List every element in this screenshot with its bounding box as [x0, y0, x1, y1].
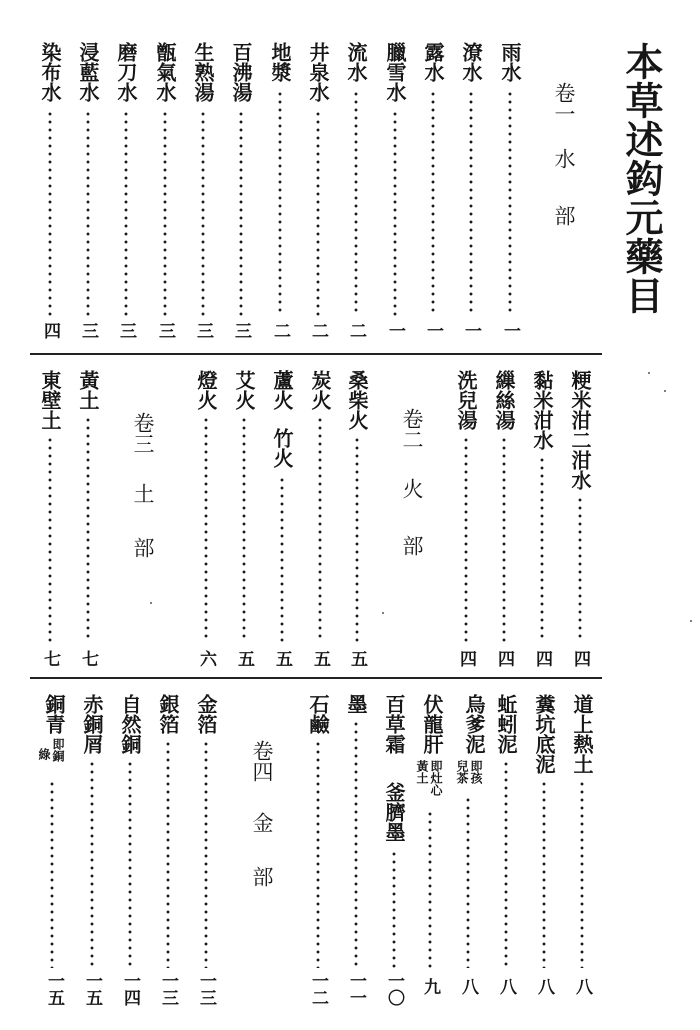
page-number: 一三 — [158, 972, 178, 1006]
page-number: 一二 — [308, 972, 328, 1006]
page-number: 一 — [461, 322, 481, 339]
page-number: 一五 — [44, 972, 64, 1006]
list-item: 燈火 — [194, 370, 218, 410]
list-item: 磨刀水 — [114, 42, 138, 102]
page-number: 一四 — [120, 972, 140, 1006]
page-number: 三 — [116, 322, 136, 339]
annotation-note: 即灶心 — [429, 760, 443, 796]
list-item: 洗兒湯 — [454, 370, 478, 430]
annotation-note: 即孩 — [469, 760, 483, 784]
leader-dots — [354, 720, 358, 968]
list-item: 金箔 — [194, 694, 218, 734]
leader-dots — [578, 496, 582, 642]
list-item: 染布水 — [38, 42, 62, 102]
leader-dots — [542, 780, 546, 968]
page-number: 二 — [308, 322, 328, 339]
page-number: 九 — [420, 978, 440, 995]
volume-one-label: 卷一 — [552, 82, 576, 124]
leader-dots — [355, 436, 359, 642]
page-number: 八 — [458, 978, 478, 995]
book-title: 本草述鈎元藥目 — [619, 42, 664, 315]
leader-dots — [278, 90, 282, 316]
page-number: 四 — [570, 650, 590, 667]
page-number: 七 — [40, 650, 60, 667]
list-item: 繅絲湯 — [492, 370, 516, 430]
list-item: 蚯蚓泥 — [494, 694, 518, 754]
leader-dots — [431, 90, 435, 316]
page-number: 五 — [272, 650, 292, 667]
list-item: 流水 — [344, 42, 368, 82]
page-number: 八 — [496, 978, 516, 995]
leader-dots — [48, 110, 52, 316]
leader-dots — [428, 810, 432, 968]
list-item: 道上熱土 — [570, 694, 594, 774]
list-item: 自然銅 — [118, 694, 142, 754]
annotation-note: 兒茶 — [455, 760, 469, 784]
annotation-note: 綠 — [37, 748, 51, 760]
page-number: 三 — [193, 322, 213, 339]
list-item: 東壁土 — [38, 370, 62, 430]
scan-speck — [150, 602, 152, 604]
page-number: 一 — [385, 322, 405, 339]
page-number: 二 — [270, 322, 290, 339]
annotation-note: 黃土 — [415, 760, 429, 784]
page-number: 一三 — [196, 972, 216, 1006]
list-item: 艾火 — [232, 370, 256, 410]
list-item: 蘆火 — [270, 370, 294, 410]
leader-dots — [580, 780, 584, 968]
list-item: 粳米泔二泔水 — [568, 370, 592, 490]
leader-dots — [204, 416, 208, 642]
list-item: 露水 — [421, 42, 445, 82]
list-item: 潦水 — [459, 42, 483, 82]
volume-two-suffix: 部 — [400, 535, 424, 556]
list-item: 銀箔 — [156, 694, 180, 734]
leader-dots — [502, 436, 506, 642]
list-item: 銅青 — [42, 694, 66, 734]
leader-dots — [86, 110, 90, 316]
page-number: 六 — [196, 650, 216, 667]
section-divider-bottom — [30, 677, 602, 679]
leader-dots — [166, 740, 170, 968]
volume-one-category: 水 — [552, 148, 576, 169]
leader-dots — [316, 110, 320, 316]
list-item: 墨 — [344, 694, 368, 714]
page-number: 四 — [456, 650, 476, 667]
list-item: 炭火 — [308, 370, 332, 410]
list-item: 桑柴火 — [345, 370, 369, 430]
page-number: 八 — [534, 978, 554, 995]
volume-four-category: 金 — [250, 812, 274, 833]
leader-dots — [86, 416, 90, 642]
leader-dots — [201, 110, 205, 316]
leader-dots — [466, 796, 470, 968]
scan-speck — [664, 390, 666, 392]
annotation-note: 即銅 — [51, 738, 65, 762]
scan-speck — [690, 620, 692, 622]
list-item: 百草霜 — [382, 694, 406, 754]
leader-dots — [316, 740, 320, 968]
list-item: 地漿 — [268, 42, 292, 82]
leader-dots — [50, 780, 54, 968]
leader-dots — [392, 850, 396, 968]
leader-dots — [124, 110, 128, 316]
leader-dots — [242, 416, 246, 642]
volume-two-label: 卷二 — [400, 408, 424, 450]
list-item: 黏米泔水 — [530, 370, 554, 450]
leader-dots — [318, 416, 322, 642]
volume-four-label: 卷四 — [250, 740, 274, 782]
section-divider-top — [30, 353, 602, 355]
page-number: 四 — [494, 650, 514, 667]
list-item: 雨水 — [498, 42, 522, 82]
list-item: 伏龍肝 — [420, 694, 444, 754]
volume-three-label: 卷三 — [131, 412, 155, 454]
leader-dots — [204, 740, 208, 968]
list-item: 石鹼 — [306, 694, 330, 734]
leader-dots — [90, 760, 94, 968]
list-item: 甑氣水 — [153, 42, 177, 102]
leader-dots — [540, 456, 544, 642]
leader-dots — [48, 436, 52, 642]
leader-dots — [504, 760, 508, 968]
list-item: 百沸湯 — [229, 42, 253, 102]
leader-dots — [393, 110, 397, 316]
list-item-secondary: 竹火 — [270, 428, 294, 468]
page-number: 三 — [231, 322, 251, 339]
leader-dots — [464, 436, 468, 642]
page-number: 一〇 — [384, 972, 404, 1006]
page-number: 一 — [423, 322, 443, 339]
list-item: 黃土 — [76, 370, 100, 410]
leader-dots — [128, 760, 132, 968]
page-number: 五 — [234, 650, 254, 667]
page-number: 二 — [346, 322, 366, 339]
leader-dots — [280, 476, 284, 642]
list-item: 浸藍水 — [76, 42, 100, 102]
scan-speck — [648, 372, 650, 374]
page-number: 五 — [347, 650, 367, 667]
list-item-secondary: 釜臍墨 — [382, 782, 406, 842]
list-item: 赤銅屑 — [80, 694, 104, 754]
page-number: 一五 — [82, 972, 102, 1006]
page-number: 八 — [572, 978, 592, 995]
page-number: 五 — [310, 650, 330, 667]
volume-three-category: 土 — [131, 483, 155, 504]
list-item: 生熟湯 — [191, 42, 215, 102]
page-number: 一一 — [346, 972, 366, 1006]
volume-three-suffix: 部 — [131, 537, 155, 558]
list-item: 臘雪水 — [383, 42, 407, 102]
page-number: 四 — [40, 322, 60, 339]
leader-dots — [354, 90, 358, 316]
page-number: 四 — [532, 650, 552, 667]
leader-dots — [163, 110, 167, 316]
page-number: 一 — [500, 322, 520, 339]
volume-four-suffix: 部 — [250, 866, 274, 887]
volume-two-category: 火 — [400, 478, 424, 499]
leader-dots — [239, 110, 243, 316]
leader-dots — [469, 90, 473, 316]
volume-one-suffix: 部 — [552, 205, 576, 226]
list-item: 烏爹泥 — [462, 694, 486, 754]
leader-dots — [508, 90, 512, 316]
page-number: 三 — [78, 322, 98, 339]
page-number: 三 — [155, 322, 175, 339]
scan-speck — [382, 612, 384, 614]
page-number: 七 — [78, 650, 98, 667]
list-item: 糞坑底泥 — [532, 694, 556, 774]
list-item: 井泉水 — [306, 42, 330, 102]
